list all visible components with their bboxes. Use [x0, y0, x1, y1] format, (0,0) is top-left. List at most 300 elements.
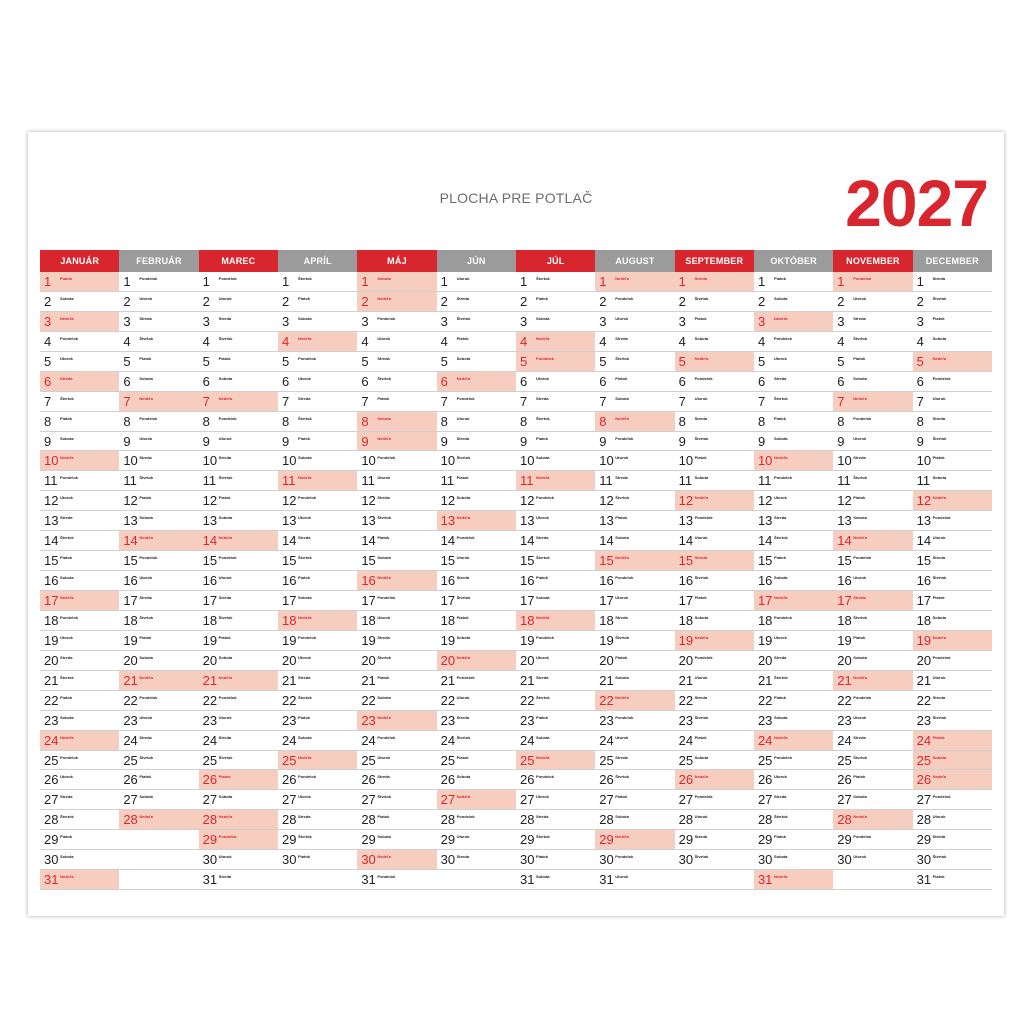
day-number: 23	[281, 712, 297, 728]
day-number: 2	[678, 293, 686, 309]
day-number: 8	[757, 413, 766, 429]
weekday-name: Sobota	[853, 375, 867, 381]
day-number: 30	[202, 852, 218, 868]
weekday-name: Nedeľa	[615, 834, 629, 840]
day-cell-11-25	[833, 751, 912, 770]
day-number: 29	[440, 832, 456, 848]
day-cell-6-1	[437, 272, 516, 291]
weekday-name: Piatok	[60, 415, 73, 421]
day-number: 28	[599, 812, 614, 828]
weekday-name: Utorok	[139, 295, 153, 301]
day-number: 20	[202, 652, 218, 668]
weekday-name: Utorok	[377, 614, 391, 620]
day-number: 26	[440, 772, 456, 788]
day-number: 23	[599, 712, 614, 728]
day-number: 6	[678, 373, 686, 389]
day-number: 7	[281, 393, 290, 409]
weekday-name: Sobota	[694, 614, 709, 620]
weekday-name: Streda	[60, 654, 73, 660]
weekday-name: Streda	[535, 395, 549, 401]
weekday-name: Streda	[853, 455, 866, 461]
day-number: 24	[440, 732, 456, 748]
weekday-name: Pondelok	[773, 754, 792, 760]
day-row-12	[40, 491, 992, 511]
day-cell-4-22	[278, 691, 357, 710]
day-cell-2-12	[119, 491, 198, 510]
day-cell-9-12	[675, 491, 754, 510]
day-cell-1-22	[40, 691, 119, 710]
day-cell-4-9	[278, 432, 357, 451]
day-cell-2-16	[119, 571, 198, 590]
weekday-name: Piatok	[377, 535, 390, 541]
weekday-name: Pondelok	[853, 276, 872, 281]
day-cell-10-21	[754, 671, 833, 690]
day-cell-6-16	[437, 571, 516, 590]
day-number: 11	[757, 473, 772, 489]
day-number: 31	[757, 872, 773, 888]
day-row-20	[40, 651, 992, 671]
weekday-name: Piatok	[297, 295, 310, 301]
day-number: 13	[361, 513, 376, 529]
day-cell-12-9	[913, 432, 992, 451]
weekday-name: Utorok	[139, 575, 153, 581]
day-number: 16	[44, 573, 59, 589]
day-number: 21	[519, 672, 535, 688]
weekday-name: Pondelok	[694, 515, 713, 521]
day-cell-3-29	[199, 830, 278, 849]
weekday-name: Utorok	[932, 674, 946, 680]
weekday-name: Pondelok	[773, 475, 792, 481]
day-number: 2	[599, 293, 607, 309]
day-number: 21	[44, 672, 59, 688]
day-cell-10-14	[754, 531, 833, 550]
day-number: 4	[123, 333, 131, 349]
day-cell-11-26	[833, 770, 912, 789]
day-number: 25	[440, 752, 456, 768]
day-number: 30	[599, 852, 614, 868]
day-number: 11	[123, 473, 137, 489]
weekday-name: Pondelok	[139, 694, 158, 700]
day-number: 21	[599, 672, 614, 688]
day-number: 23	[519, 712, 535, 728]
weekday-name: Sobota	[377, 694, 391, 700]
weekday-name: Piatok	[535, 575, 548, 581]
weekday-name: Nedeľa	[932, 634, 947, 640]
day-cell-9-19	[675, 631, 754, 650]
weekday-name: Streda	[615, 335, 628, 341]
weekday-name: Štvrtok	[297, 555, 312, 561]
day-number: 24	[44, 732, 59, 748]
weekday-name: Piatok	[456, 754, 469, 760]
weekday-name: Pondelok	[218, 555, 237, 561]
weekday-name: Streda	[139, 315, 152, 321]
day-cell-7-19	[516, 631, 595, 650]
day-number: 16	[916, 573, 932, 589]
day-cell-12-14	[913, 531, 992, 550]
weekday-name: Sobota	[615, 395, 629, 401]
day-cell-8-11	[595, 471, 674, 490]
day-cell-7-31	[516, 870, 595, 889]
weekday-name: Utorok	[853, 295, 867, 301]
weekday-name: Pondelok	[615, 714, 634, 720]
weekday-name: Sobota	[932, 754, 947, 760]
day-cell-5-14	[357, 531, 436, 550]
weekday-name: Pondelok	[694, 375, 713, 381]
day-cell-1-24	[40, 731, 119, 750]
day-cell-8-24	[595, 731, 674, 750]
day-cell-7-13	[516, 511, 595, 530]
day-cell-6-22	[437, 691, 516, 710]
day-cell-7-8	[516, 412, 595, 431]
weekday-name: Streda	[456, 295, 470, 301]
day-number: 25	[44, 752, 59, 768]
day-number: 16	[519, 573, 535, 589]
day-cell-1-18	[40, 611, 119, 630]
day-number: 31	[202, 872, 218, 888]
day-cell-3-19	[199, 631, 278, 650]
weekday-name: Piatok	[535, 295, 548, 301]
weekday-name: Štvrtok	[535, 555, 550, 561]
day-number: 16	[281, 573, 297, 589]
weekday-name: Streda	[853, 595, 866, 600]
day-cell-1-30	[40, 850, 119, 869]
day-cell-10-13	[754, 511, 833, 530]
day-cell-9-2	[675, 292, 754, 311]
weekday-name: Utorok	[853, 854, 867, 860]
weekday-name: Nedeľa	[377, 435, 391, 441]
weekday-name: Utorok	[139, 714, 153, 720]
day-cell-4-3	[278, 312, 357, 331]
day-cell-4-4	[278, 332, 357, 351]
day-number: 13	[519, 513, 535, 529]
weekday-name: Sobota	[615, 535, 629, 541]
day-number: 21	[678, 672, 694, 688]
day-cell-2-2	[119, 292, 198, 311]
day-number: 8	[440, 413, 448, 429]
weekday-name: Piatok	[139, 495, 152, 501]
day-number: 12	[519, 493, 535, 509]
day-number: 7	[123, 393, 131, 409]
weekday-name: Utorok	[694, 535, 708, 541]
day-cell-5-22	[357, 691, 436, 710]
day-cell-6-2	[437, 292, 516, 311]
day-cell-2-3	[119, 312, 198, 331]
day-cell-4-8	[278, 412, 357, 431]
weekday-name: Piatok	[853, 495, 866, 501]
day-number: 30	[757, 852, 773, 868]
day-number: 29	[837, 832, 852, 848]
weekday-name: Štvrtok	[139, 475, 154, 481]
year-title: 2027	[845, 166, 988, 240]
day-number: 6	[837, 373, 845, 389]
day-number: 21	[281, 672, 297, 688]
day-number: 5	[361, 353, 369, 369]
weekday-name: Piatok	[456, 335, 469, 341]
day-number: 27	[837, 792, 852, 808]
day-number: 22	[361, 692, 376, 708]
day-number: 3	[202, 313, 210, 329]
weekday-name: Piatok	[297, 435, 310, 441]
weekday-name: Štvrtok	[615, 355, 630, 361]
day-cell-1-9	[40, 432, 119, 451]
weekday-name: Nedeľa	[615, 415, 629, 421]
day-number: 18	[44, 612, 59, 628]
weekday-name: Piatok	[60, 555, 73, 561]
day-number: 24	[361, 732, 376, 748]
day-number: 10	[281, 453, 297, 469]
day-cell-2-17	[119, 591, 198, 610]
day-cell-10-23	[754, 711, 833, 730]
day-cell-7-2	[516, 292, 595, 311]
weekday-name: Utorok	[456, 834, 470, 840]
weekday-name: Pondelok	[773, 614, 792, 620]
day-number: 15	[837, 553, 852, 569]
weekday-name: Utorok	[297, 515, 311, 521]
day-number: 8	[202, 413, 210, 429]
day-number: 13	[678, 513, 694, 529]
weekday-name: Streda	[218, 455, 232, 461]
day-number: 22	[123, 692, 138, 708]
day-number: 29	[44, 832, 59, 848]
day-cell-12-31	[913, 870, 992, 889]
day-number: 26	[916, 772, 932, 788]
day-number: 10	[678, 453, 694, 469]
empty-cell	[833, 870, 912, 889]
day-number: 22	[678, 692, 694, 708]
day-number: 24	[757, 732, 773, 748]
day-cell-8-21	[595, 671, 674, 690]
day-cell-8-12	[595, 491, 674, 510]
day-number: 27	[123, 792, 138, 808]
day-number: 17	[123, 593, 138, 608]
day-cell-4-24	[278, 731, 357, 750]
day-number: 14	[44, 533, 59, 549]
day-number: 28	[916, 812, 932, 828]
day-cell-1-8	[40, 412, 119, 431]
day-cell-11-4	[833, 332, 912, 351]
day-number: 8	[678, 413, 686, 429]
day-cell-9-21	[675, 671, 754, 690]
day-number: 5	[202, 353, 210, 369]
day-cell-3-27	[199, 790, 278, 809]
day-cell-7-29	[516, 830, 595, 849]
weekday-name: Sobota	[60, 295, 74, 301]
day-number: 12	[757, 493, 773, 509]
day-number: 15	[519, 553, 535, 569]
day-number: 6	[123, 373, 131, 389]
day-number: 3	[678, 313, 686, 329]
day-number: 10	[202, 453, 218, 469]
month-header-1: JANUÁR	[40, 250, 119, 272]
day-cell-8-9	[595, 432, 674, 451]
day-cell-8-31	[595, 870, 674, 889]
day-number: 24	[678, 732, 694, 748]
day-cell-1-7	[40, 392, 119, 411]
day-number: 19	[281, 632, 297, 648]
weekday-name: Utorok	[535, 515, 549, 521]
day-cell-4-21	[278, 671, 357, 690]
weekday-name: Streda	[853, 734, 866, 740]
weekday-name: Pondelok	[853, 694, 872, 700]
print-area-label: PLOCHA PRE POTLAČ	[439, 190, 593, 206]
day-cell-5-9	[357, 432, 436, 451]
day-cell-10-26	[754, 770, 833, 789]
day-cell-5-3	[357, 312, 436, 331]
weekday-name: Sobota	[535, 734, 550, 740]
day-cell-8-6	[595, 372, 674, 391]
day-cell-3-30	[199, 850, 278, 869]
day-cell-4-2	[278, 292, 357, 311]
day-cell-5-7	[357, 392, 436, 411]
day-cell-10-8	[754, 412, 833, 431]
day-cell-3-1	[199, 272, 278, 291]
day-number: 15	[678, 553, 694, 569]
day-cell-3-23	[199, 711, 278, 730]
day-number: 1	[361, 274, 369, 289]
weekday-name: Štvrtok	[218, 335, 233, 341]
day-cell-7-6	[516, 372, 595, 391]
day-number: 8	[916, 413, 924, 429]
day-number: 27	[519, 792, 535, 808]
day-number: 22	[757, 692, 773, 708]
day-number: 12	[44, 493, 59, 509]
day-cell-11-14	[833, 531, 912, 550]
day-number: 7	[519, 393, 528, 409]
weekday-name: Piatok	[853, 634, 866, 640]
day-cell-4-6	[278, 372, 357, 391]
day-cell-12-28	[913, 810, 992, 829]
day-cell-6-10	[437, 451, 516, 470]
day-cell-7-15	[516, 551, 595, 570]
day-cell-10-5	[754, 352, 833, 371]
day-number: 13	[44, 513, 59, 529]
weekday-name: Streda	[615, 614, 628, 620]
calendar-grid	[40, 250, 992, 890]
day-number: 21	[202, 672, 218, 688]
day-cell-9-11	[675, 471, 754, 490]
weekday-name: Štvrtok	[694, 575, 709, 581]
day-number: 29	[599, 832, 614, 848]
day-number: 8	[519, 413, 528, 429]
day-number: 5	[44, 353, 52, 369]
month-header-row	[40, 250, 992, 272]
weekday-name: Nedeľa	[694, 634, 709, 640]
day-cell-12-8	[913, 412, 992, 431]
day-cell-6-3	[437, 312, 516, 331]
weekday-name: Piatok	[615, 515, 628, 521]
weekday-name: Štvrtok	[60, 535, 74, 541]
day-cell-11-11	[833, 471, 912, 490]
day-cell-4-16	[278, 571, 357, 590]
day-number: 7	[44, 393, 52, 409]
day-cell-5-12	[357, 491, 436, 510]
day-cell-11-10	[833, 451, 912, 470]
day-number: 3	[757, 313, 766, 329]
day-cell-12-16	[913, 571, 992, 590]
day-number: 6	[202, 373, 210, 389]
day-number: 13	[757, 513, 773, 529]
day-cell-9-9	[675, 432, 754, 451]
day-number: 14	[361, 533, 376, 549]
weekday-name: Pondelok	[535, 495, 554, 501]
day-cell-6-24	[437, 731, 516, 750]
day-number: 18	[123, 612, 138, 628]
day-cell-6-8	[437, 412, 516, 431]
day-cell-2-9	[119, 432, 198, 451]
day-number: 15	[202, 553, 218, 569]
weekday-name: Sobota	[139, 375, 153, 381]
day-cell-3-18	[199, 611, 278, 630]
day-cell-12-26	[913, 770, 992, 789]
day-number: 16	[757, 573, 773, 589]
weekday-name: Nedeľa	[773, 315, 788, 321]
day-cell-10-6	[754, 372, 833, 391]
day-cell-4-12	[278, 491, 357, 510]
weekday-name: Štvrtok	[694, 714, 709, 720]
day-number: 24	[519, 732, 535, 748]
weekday-name: Piatok	[377, 674, 390, 680]
day-number: 29	[202, 832, 218, 848]
day-cell-5-6	[357, 372, 436, 391]
day-row-14	[40, 531, 992, 551]
weekday-name: Pondelok	[535, 774, 554, 780]
day-cell-9-17	[675, 591, 754, 610]
day-number: 7	[916, 393, 924, 409]
day-number: 13	[440, 513, 456, 529]
day-cell-2-28	[119, 810, 198, 829]
day-cell-10-27	[754, 790, 833, 809]
day-number: 1	[837, 274, 845, 289]
day-cell-7-18	[516, 611, 595, 630]
day-number: 19	[599, 632, 614, 648]
day-row-13	[40, 511, 992, 531]
day-cell-10-4	[754, 332, 833, 351]
weekday-name: Streda	[297, 535, 311, 541]
weekday-name: Pondelok	[932, 794, 951, 800]
weekday-name: Piatok	[773, 415, 786, 421]
day-number: 29	[281, 832, 297, 848]
day-number: 28	[757, 812, 773, 828]
day-cell-4-14	[278, 531, 357, 550]
day-number: 22	[916, 692, 932, 708]
weekday-name: Pondelok	[615, 575, 634, 581]
day-number: 1	[123, 274, 131, 289]
weekday-name: Streda	[615, 754, 628, 760]
day-cell-3-2	[199, 292, 278, 311]
weekday-name: Streda	[218, 595, 232, 600]
day-cell-2-10	[119, 451, 198, 470]
weekday-name: Štvrtok	[456, 734, 471, 740]
day-number: 5	[837, 353, 845, 369]
day-cell-7-11	[516, 471, 595, 490]
day-cell-9-13	[675, 511, 754, 530]
weekday-name: Štvrtok	[535, 276, 550, 281]
day-cell-10-2	[754, 292, 833, 311]
day-number: 2	[44, 293, 52, 309]
day-cell-10-7	[754, 392, 833, 411]
day-cell-10-30	[754, 850, 833, 869]
weekday-name: Pondelok	[932, 654, 951, 660]
day-cell-4-28	[278, 810, 357, 829]
day-number: 1	[678, 274, 686, 289]
weekday-name: Utorok	[773, 495, 787, 501]
day-number: 1	[599, 274, 607, 289]
day-cell-10-24	[754, 731, 833, 750]
day-number: 2	[757, 293, 766, 309]
day-cell-6-14	[437, 531, 516, 550]
day-cell-9-30	[675, 850, 754, 869]
weekday-name: Nedeľa	[615, 276, 629, 281]
